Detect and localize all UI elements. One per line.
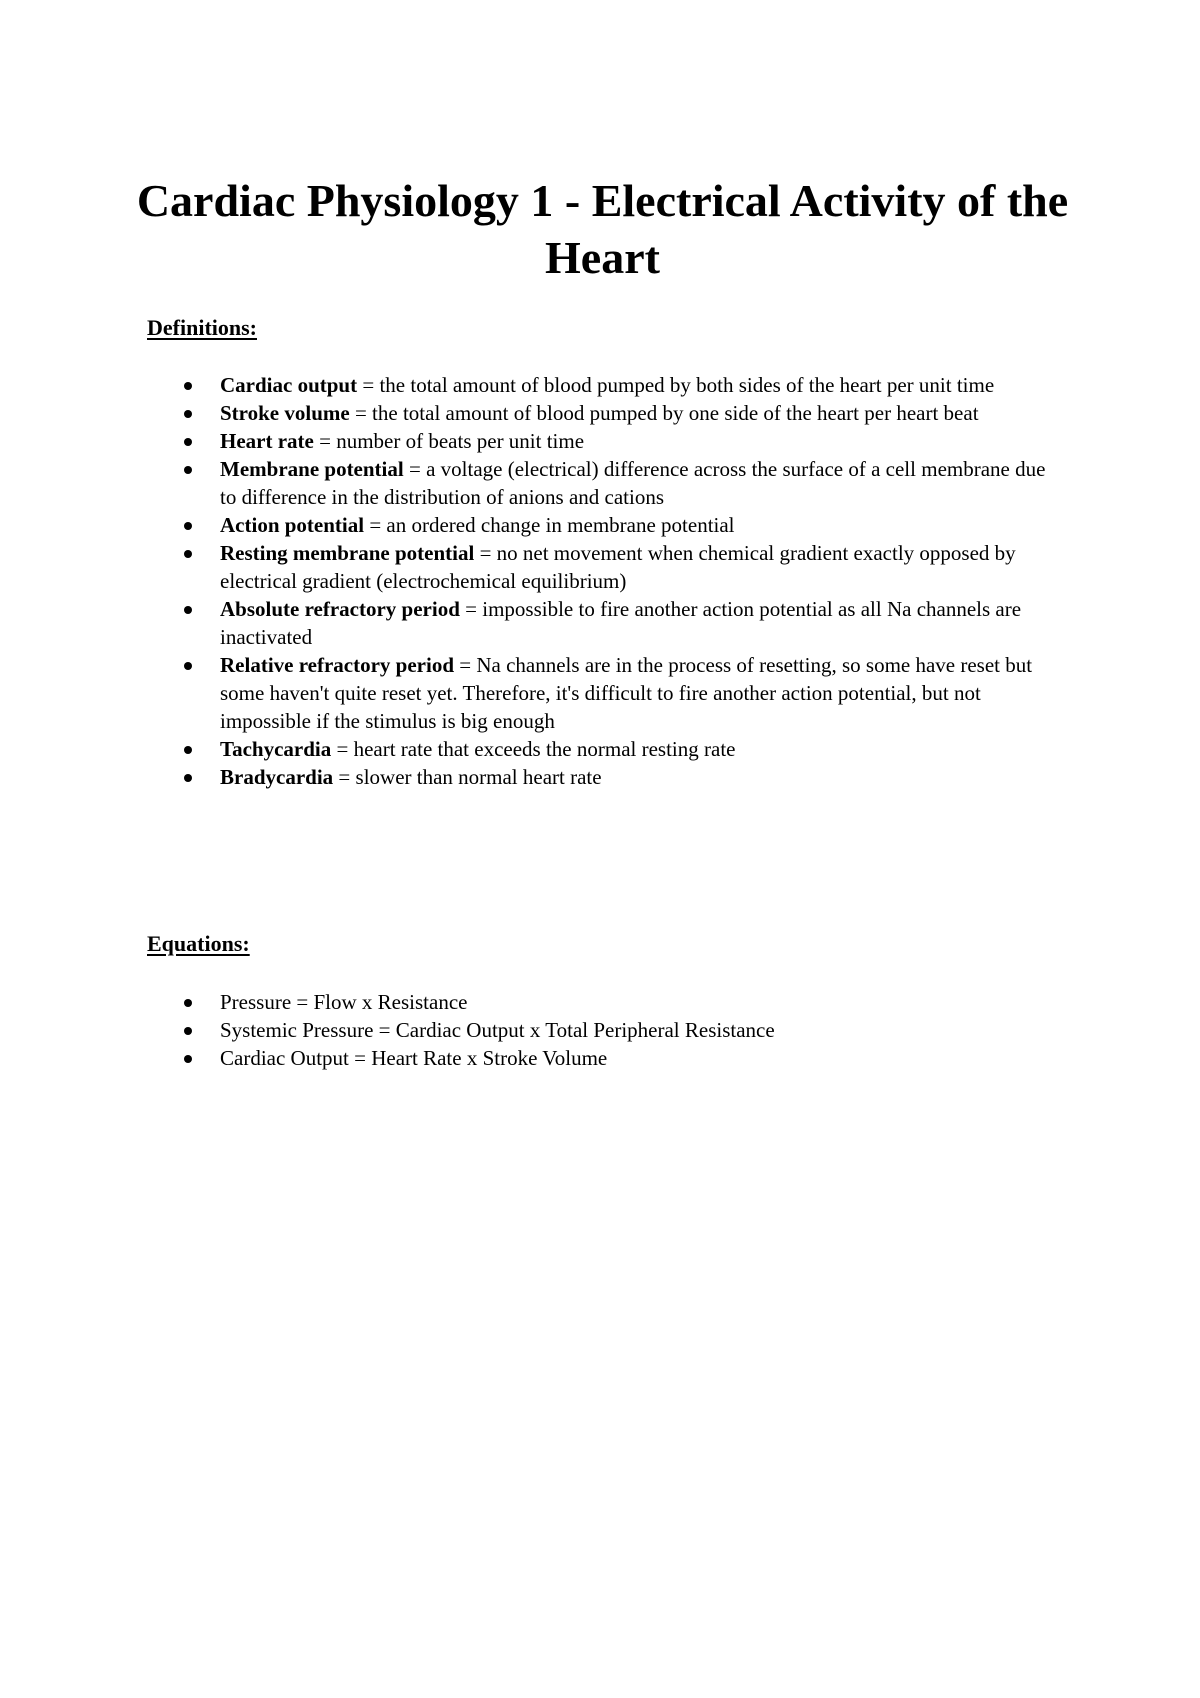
definition-item	[0, 427, 1065, 455]
definition-text: = slower than normal heart rate	[333, 765, 602, 789]
bullet-icon	[184, 410, 192, 418]
definition-text: = impossible to fire another action potential as all Na channels are inactivated	[220, 597, 1022, 649]
definition-text: = number of beats per unit time	[313, 429, 585, 453]
definition-text: = Na channels are in the process of resetting, so some have reset but some haven't quite reset yet. Therefore, it's difficult to fire another action potential, but not impossible if the stimulus is big enough	[220, 653, 1033, 733]
definitions-list	[0, 371, 1200, 791]
definition-term: Relative refractory period	[220, 653, 455, 677]
bullet-icon	[184, 746, 192, 754]
definition-term: Stroke volume	[220, 401, 350, 425]
definition-text: = no net movement when chemical gradient exactly opposed by electrical gradient (electrochemical equilibrium)	[220, 541, 1016, 593]
equations-list	[0, 988, 1200, 1072]
bullet-icon	[184, 466, 192, 474]
bullet-icon	[184, 774, 192, 782]
equation-text: Cardiac Output = Heart Rate x Stroke Volume	[220, 1046, 608, 1070]
definition-term: Heart rate	[220, 429, 314, 453]
definition-item	[0, 399, 1065, 427]
definition-text: = the total amount of blood pumped by one side of the heart per heart beat	[349, 401, 979, 425]
bullet-icon	[184, 606, 192, 614]
definition-item	[0, 651, 1065, 735]
equation-text: Systemic Pressure = Cardiac Output x Total Peripheral Resistance	[220, 1018, 775, 1042]
equation-item	[0, 1016, 1065, 1044]
definition-term: Absolute refractory period	[220, 597, 460, 621]
definition-text: = an ordered change in membrane potential	[364, 513, 735, 537]
definition-item	[0, 371, 1065, 399]
definition-text: = heart rate that exceeds the normal resting rate	[331, 737, 736, 761]
definition-term: Resting membrane potential	[220, 541, 475, 565]
bullet-icon	[184, 1055, 192, 1063]
definition-text: = a voltage (electrical) difference across the surface of a cell membrane due to difference in the distribution of anions and cations	[220, 457, 1046, 509]
bullet-icon	[184, 522, 192, 530]
equations-heading: Equations:	[147, 931, 250, 956]
definition-item	[0, 539, 1065, 595]
equation-item	[0, 988, 1065, 1016]
definition-term: Tachycardia	[220, 737, 332, 761]
bullet-icon	[184, 550, 192, 558]
definitions-heading: Definitions:	[147, 315, 257, 340]
definition-item	[0, 511, 1065, 539]
definition-item	[0, 455, 1065, 511]
equation-item	[0, 1044, 1065, 1072]
bullet-icon	[184, 382, 192, 390]
definition-text: = the total amount of blood pumped by both sides of the heart per unit time	[357, 373, 995, 397]
definition-term: Membrane potential	[220, 457, 404, 481]
bullet-icon	[184, 438, 192, 446]
definition-term: Action potential	[220, 513, 365, 537]
definition-item	[0, 735, 1065, 763]
bullet-icon	[184, 999, 192, 1007]
bullet-icon	[184, 1027, 192, 1035]
definition-item	[0, 763, 1065, 791]
page-title: Cardiac Physiology 1 - Electrical Activity of the Heart	[136, 175, 1069, 283]
definition-item	[0, 595, 1065, 651]
bullet-icon	[184, 662, 192, 670]
definition-term: Cardiac output	[220, 373, 358, 397]
equation-text: Pressure = Flow x Resistance	[220, 990, 468, 1014]
definition-term: Bradycardia	[220, 765, 334, 789]
